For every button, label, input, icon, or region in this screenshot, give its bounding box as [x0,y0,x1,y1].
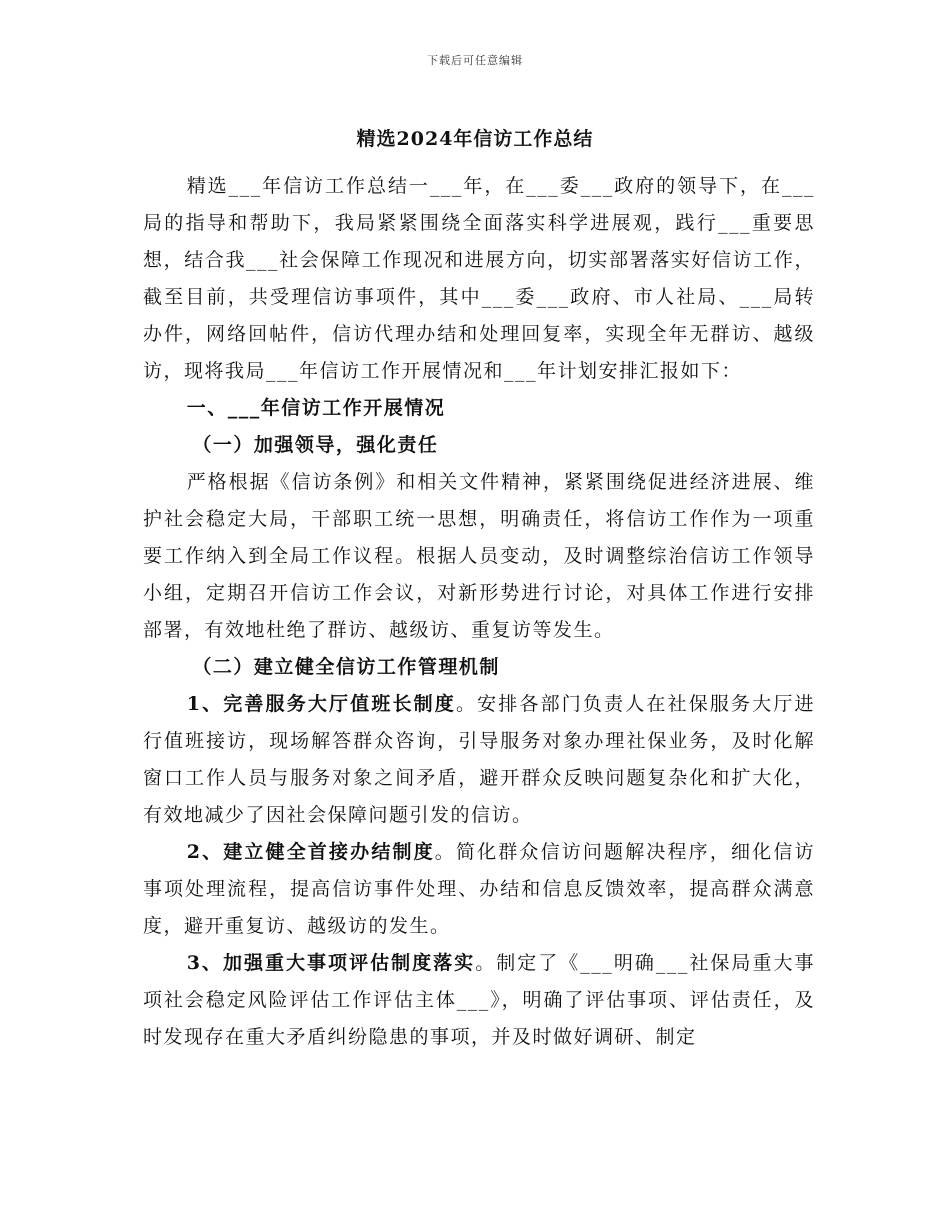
subsection-heading-2: （二）建立健全信访工作管理机制 [192,656,500,678]
item-lead-1: 1、完善服务大厅值班长制度 [186,693,456,715]
item-text-1: 。安排各部门负责人在社保服务大厅进行值班接访，现场解答群众咨询，引导服务对象办理社保业务，及时化解窗口工作人员与服务对象之间矛盾，避开群众反映问题复杂化和扩大化，有效地减少了因社会保障问题引发的信访。 [143,693,815,826]
section-heading: 一、___年信访工作开展情况 [186,397,446,419]
item-paragraph-2 [143,834,815,945]
item-text-3: 。制定了《___明确___社保局重大事项社会稳定风险评估工作评估主体___》，明确了评估事项、评估责任，及时发现存在重大矛盾纠纷隐患的事项，并及时做好调研、制定 [143,952,815,1048]
subsection-heading-1: （一）加强领导，强化责任 [192,434,439,456]
document-title: 精选2024年信访工作总结 [356,128,594,150]
subsection-paragraph-1: 严格根据《信访条例》和相关文件精神，紧紧围绕促进经济进展、维护社会稳定大局，干部职工统一思想，明确责任，将信访工作作为一项重要工作纳入到全局工作议程。根据人员变动，及时调整综治信访工作领导小组，定期召开信访工作会议，对新形势进行讨论，对具体工作进行安排部署，有效地杜绝了群访、越级访、重复访等发生。 [143,471,815,641]
header-note: 下载后可任意编辑 [427,54,523,67]
document-body [143,168,815,1056]
item-paragraph-1 [143,686,815,834]
intro-paragraph: 精选___年信访工作总结一___年，在___委___政府的领导下，在___局的指导和帮助下，我局紧紧围绕全面落实科学进展观，践行___重要思想，结合我___社会保障工作现况和进展方向，切实部署落实好信访工作，截至目前，共受理信访事项件，其中___委___政府、市人社局、___局转办件，网络回帖件，信访代理办结和处理回复率，实现全年无群访、越级访，现将我局___年信访工作开展情况和___年计划安排汇报如下： [143,175,815,382]
item-text-2: 。简化群众信访问题解决程序，细化信访事项处理流程，提高信访事件处理、办结和信息反馈效率，提高群众满意度，避开重复访、越级访的发生。 [143,841,815,937]
item-paragraph-3 [143,945,815,1056]
item-lead-3: 3、加强重大事项评估制度落实 [186,952,476,974]
item-lead-2: 2、建立健全首接办结制度 [186,841,435,863]
